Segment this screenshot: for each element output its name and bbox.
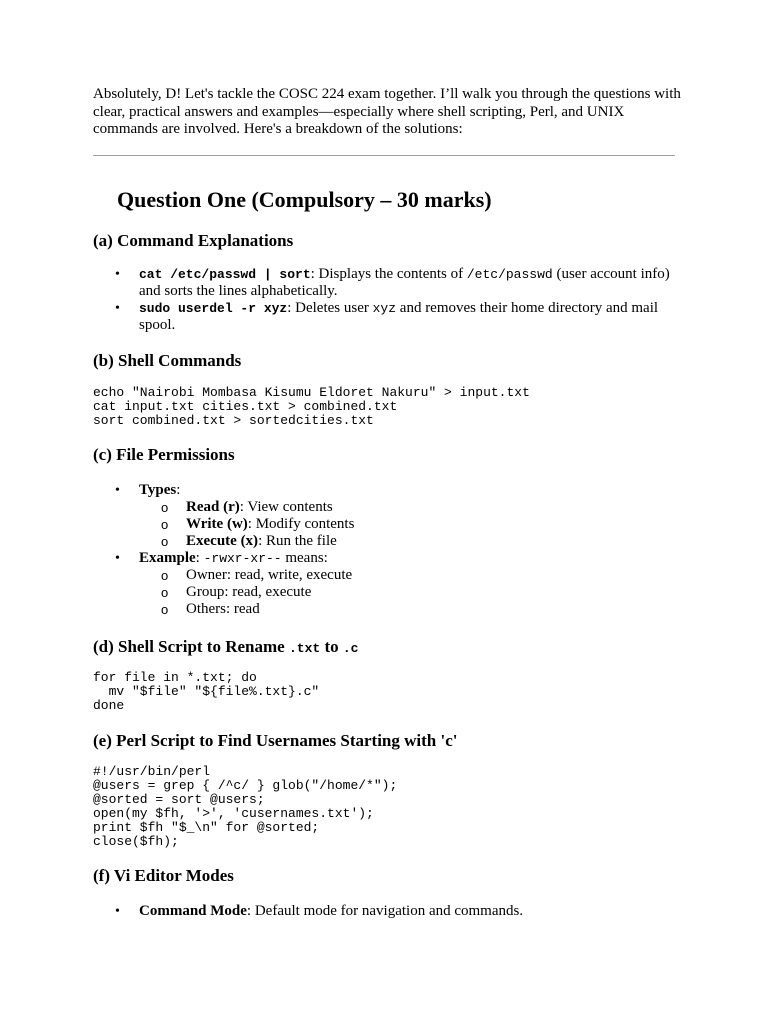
code-block: #!/usr/bin/perl @users = grep { /^c/ } glob("/home/*"); @sorted = sort @users; open(my $fh, '>', 'cusernames.txt'); print $fh "$_\n" for @sorted; close($fh); <box>93 764 398 849</box>
bullet-icon: • <box>115 904 120 919</box>
intro-paragraph: Absolutely, D! Let's tackle the COSC 224 exam together. I’ll walk you through the questions with clear, practical answers and examples—especially where shell scripting, Perl, and UNIX commands are involved. Here's a breakdown of the solutions: <box>93 86 681 137</box>
circle-bullet-icon: o <box>161 517 169 532</box>
item-text: : Displays the contents of <box>310 266 467 282</box>
bullet-icon: • <box>115 551 120 566</box>
item-text: : Run the file <box>258 533 337 549</box>
section-e-heading: (e) Perl Script to Find Usernames Starting with 'c' <box>93 731 458 750</box>
item-text: and removes their home directory and mail spool. <box>139 300 659 333</box>
section-a-heading: (a) Command Explanations <box>93 231 294 250</box>
heading-text: (d) Shell Script to Rename <box>93 637 289 656</box>
code-block: echo "Nairobi Mombasa Kisumu Eldoret Nakuru" > input.txt cat input.txt cities.txt > combined.txt sort combined.txt > sortedcities.txt <box>93 385 530 428</box>
inline-code: .c <box>342 641 359 656</box>
section-b-heading: (b) Shell Commands <box>93 351 242 370</box>
types-sublist <box>139 499 679 550</box>
item-text: Others: read <box>186 601 260 617</box>
item-text: (user account info) and sorts the lines alphabetically. <box>139 266 670 299</box>
sublist-item <box>139 567 679 584</box>
sublist-item <box>139 533 679 550</box>
circle-bullet-icon: o <box>161 585 169 600</box>
item-label: Read (r) <box>186 499 240 515</box>
inline-code: /etc/passwd <box>466 267 553 282</box>
item-text: : View contents <box>239 499 333 515</box>
question-title: Question One (Compulsory – 30 marks) <box>117 187 492 212</box>
circle-bullet-icon: o <box>161 602 169 617</box>
heading-text: to <box>320 637 343 656</box>
list-item <box>93 300 679 334</box>
item-text: : Deletes user <box>287 300 373 316</box>
sublist-item <box>139 516 679 533</box>
item-text: : Default mode for navigation and commands. <box>246 903 524 919</box>
item-label: Types <box>139 482 177 498</box>
section-c-heading: (c) File Permissions <box>93 445 235 464</box>
example-sublist <box>139 567 679 618</box>
code-block: for file in *.txt; do mv "$file" "${file%.txt}.c" done <box>93 670 320 713</box>
inline-code: -rwxr-xr-- <box>203 551 282 566</box>
command-code: cat /etc/passwd | sort <box>139 267 311 282</box>
bullet-icon: • <box>115 483 120 498</box>
bullet-icon: • <box>115 267 120 282</box>
circle-bullet-icon: o <box>161 500 169 515</box>
item-text: Group: read, execute <box>186 584 312 600</box>
item-label: Write (w) <box>186 516 248 532</box>
list-item <box>93 903 679 920</box>
list-item <box>93 266 679 300</box>
sublist-item <box>139 584 679 601</box>
sublist-item <box>139 601 679 618</box>
item-text: : Modify contents <box>247 516 355 532</box>
item-label: Command Mode <box>139 903 247 919</box>
list-item <box>93 482 679 550</box>
inline-code: xyz <box>372 301 397 316</box>
horizontal-rule <box>93 155 675 156</box>
bullet-icon: • <box>115 301 120 316</box>
circle-bullet-icon: o <box>161 568 169 583</box>
section-f-heading: (f) Vi Editor Modes <box>93 866 234 885</box>
item-text: : <box>195 550 204 566</box>
list-item <box>93 550 679 618</box>
item-text: : <box>176 482 181 498</box>
section-c-list <box>93 482 679 618</box>
item-label: Example <box>139 550 196 566</box>
item-label: Execute (x) <box>186 533 259 549</box>
command-code: sudo userdel -r xyz <box>139 301 288 316</box>
item-text: Owner: read, write, execute <box>186 567 353 583</box>
inline-code: .txt <box>288 641 321 656</box>
circle-bullet-icon: o <box>161 534 169 549</box>
section-f-list <box>93 903 679 920</box>
section-d-heading <box>93 636 358 660</box>
item-text: means: <box>281 550 328 566</box>
sublist-item <box>139 499 679 516</box>
section-a-list <box>93 266 679 334</box>
